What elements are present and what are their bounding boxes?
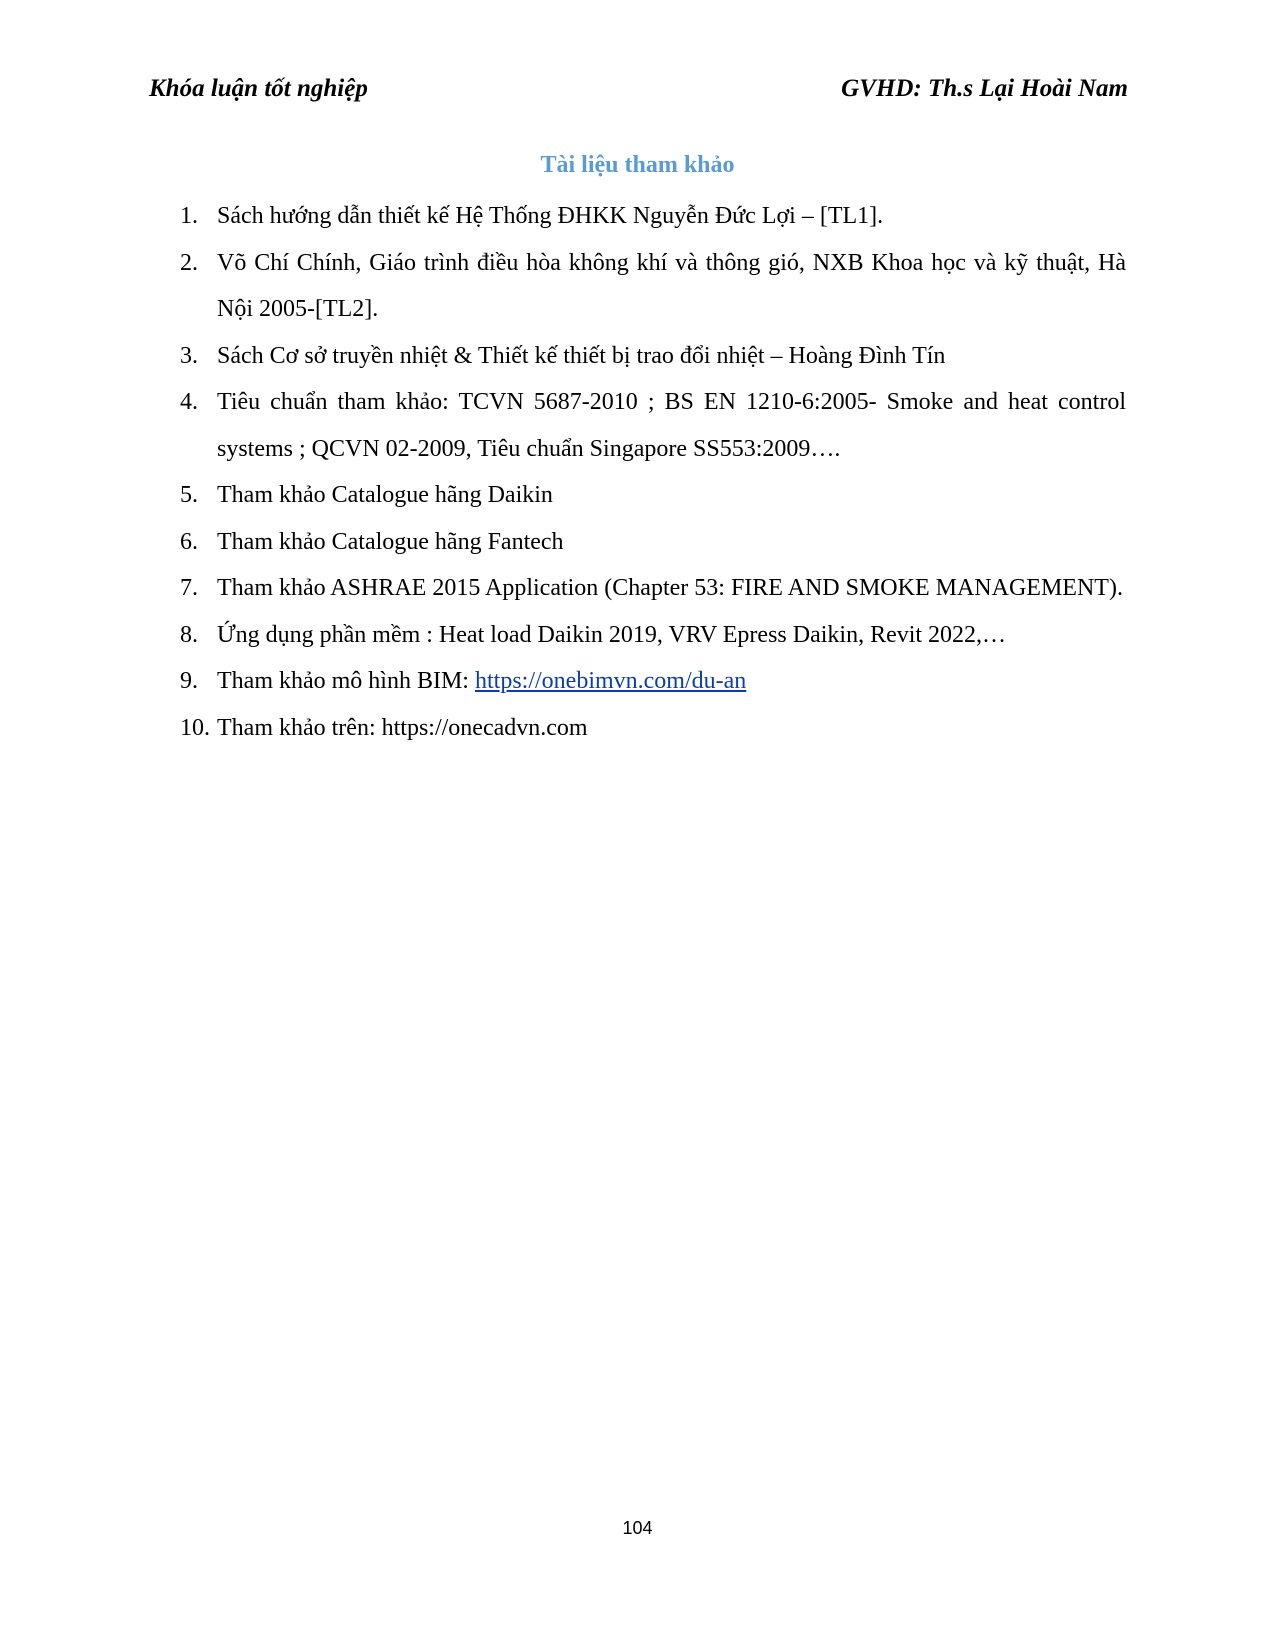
header-advisor-label: GVHD: Th.s Lại Hoài Nam bbox=[841, 75, 1128, 102]
reference-list bbox=[180, 193, 1126, 751]
reference-number: 2. bbox=[180, 249, 198, 276]
reference-text: Tham khảo ASHRAE 2015 Application (Chapter 53: FIRE AND SMOKE MANAGEMENT). bbox=[217, 575, 1123, 601]
reference-text: Sách Cơ sở truyền nhiệt & Thiết kế thiết bị trao đổi nhiệt – Hoàng Đình Tín bbox=[217, 342, 946, 369]
reference-number: 4. bbox=[180, 389, 198, 415]
reference-text: Tham khảo mô hình BIM: bbox=[217, 668, 475, 694]
reference-text: Ứng dụng phần mềm : Heat load Daikin 2019, VRV Epress Daikin, Revit 2022,… bbox=[217, 621, 1007, 648]
reference-text: Tham khảo trên: https://onecadvn.com bbox=[217, 714, 588, 741]
reference-number: 3. bbox=[180, 342, 198, 369]
reference-item-7 bbox=[180, 565, 1126, 612]
reference-item-10 bbox=[180, 705, 1126, 752]
reference-number: 6. bbox=[180, 528, 198, 555]
reference-number: 9. bbox=[180, 668, 198, 694]
reference-item-5 bbox=[180, 472, 1126, 519]
reference-item-1 bbox=[180, 193, 1126, 240]
reference-text: Võ Chí Chính, Giáo trình điều hòa không khí và thông gió, NXB Khoa học và kỹ thuật, Hà Nội 2005-[TL2]. bbox=[217, 249, 1126, 322]
reference-text: Sách hướng dẫn thiết kế Hệ Thống ĐHKK Nguyễn Đức Lợi – [TL1]. bbox=[217, 203, 884, 229]
reference-item-4 bbox=[180, 379, 1126, 472]
reference-number: 7. bbox=[180, 575, 198, 601]
header-thesis-label: Khóa luận tốt nghiệp bbox=[149, 75, 368, 102]
reference-item-8 bbox=[180, 612, 1126, 659]
page-number: 104 bbox=[622, 1518, 653, 1538]
reference-item-3 bbox=[180, 333, 1126, 380]
reference-number: 5. bbox=[180, 482, 198, 508]
section-title: Tài liệu tham khảo bbox=[540, 152, 735, 178]
bim-model-link[interactable]: https://onebimvn.com/du-an bbox=[474, 668, 747, 694]
reference-text: Tham khảo Catalogue hãng Fantech bbox=[217, 528, 564, 555]
reference-item-6 bbox=[180, 519, 1126, 566]
reference-text: Tham khảo Catalogue hãng Daikin bbox=[217, 482, 553, 508]
reference-text: Tiêu chuẩn tham khảo: TCVN 5687-2010 ; BS EN 1210-6:2005- Smoke and heat control systems ; QCVN 02-2009, Tiêu chuẩn Singapore SS553:2009…. bbox=[217, 389, 1126, 462]
reference-item-2 bbox=[180, 240, 1126, 333]
reference-number: 10. bbox=[180, 714, 210, 741]
reference-item-9 bbox=[180, 658, 1126, 705]
reference-number: 8. bbox=[180, 621, 198, 648]
reference-number: 1. bbox=[180, 203, 198, 229]
